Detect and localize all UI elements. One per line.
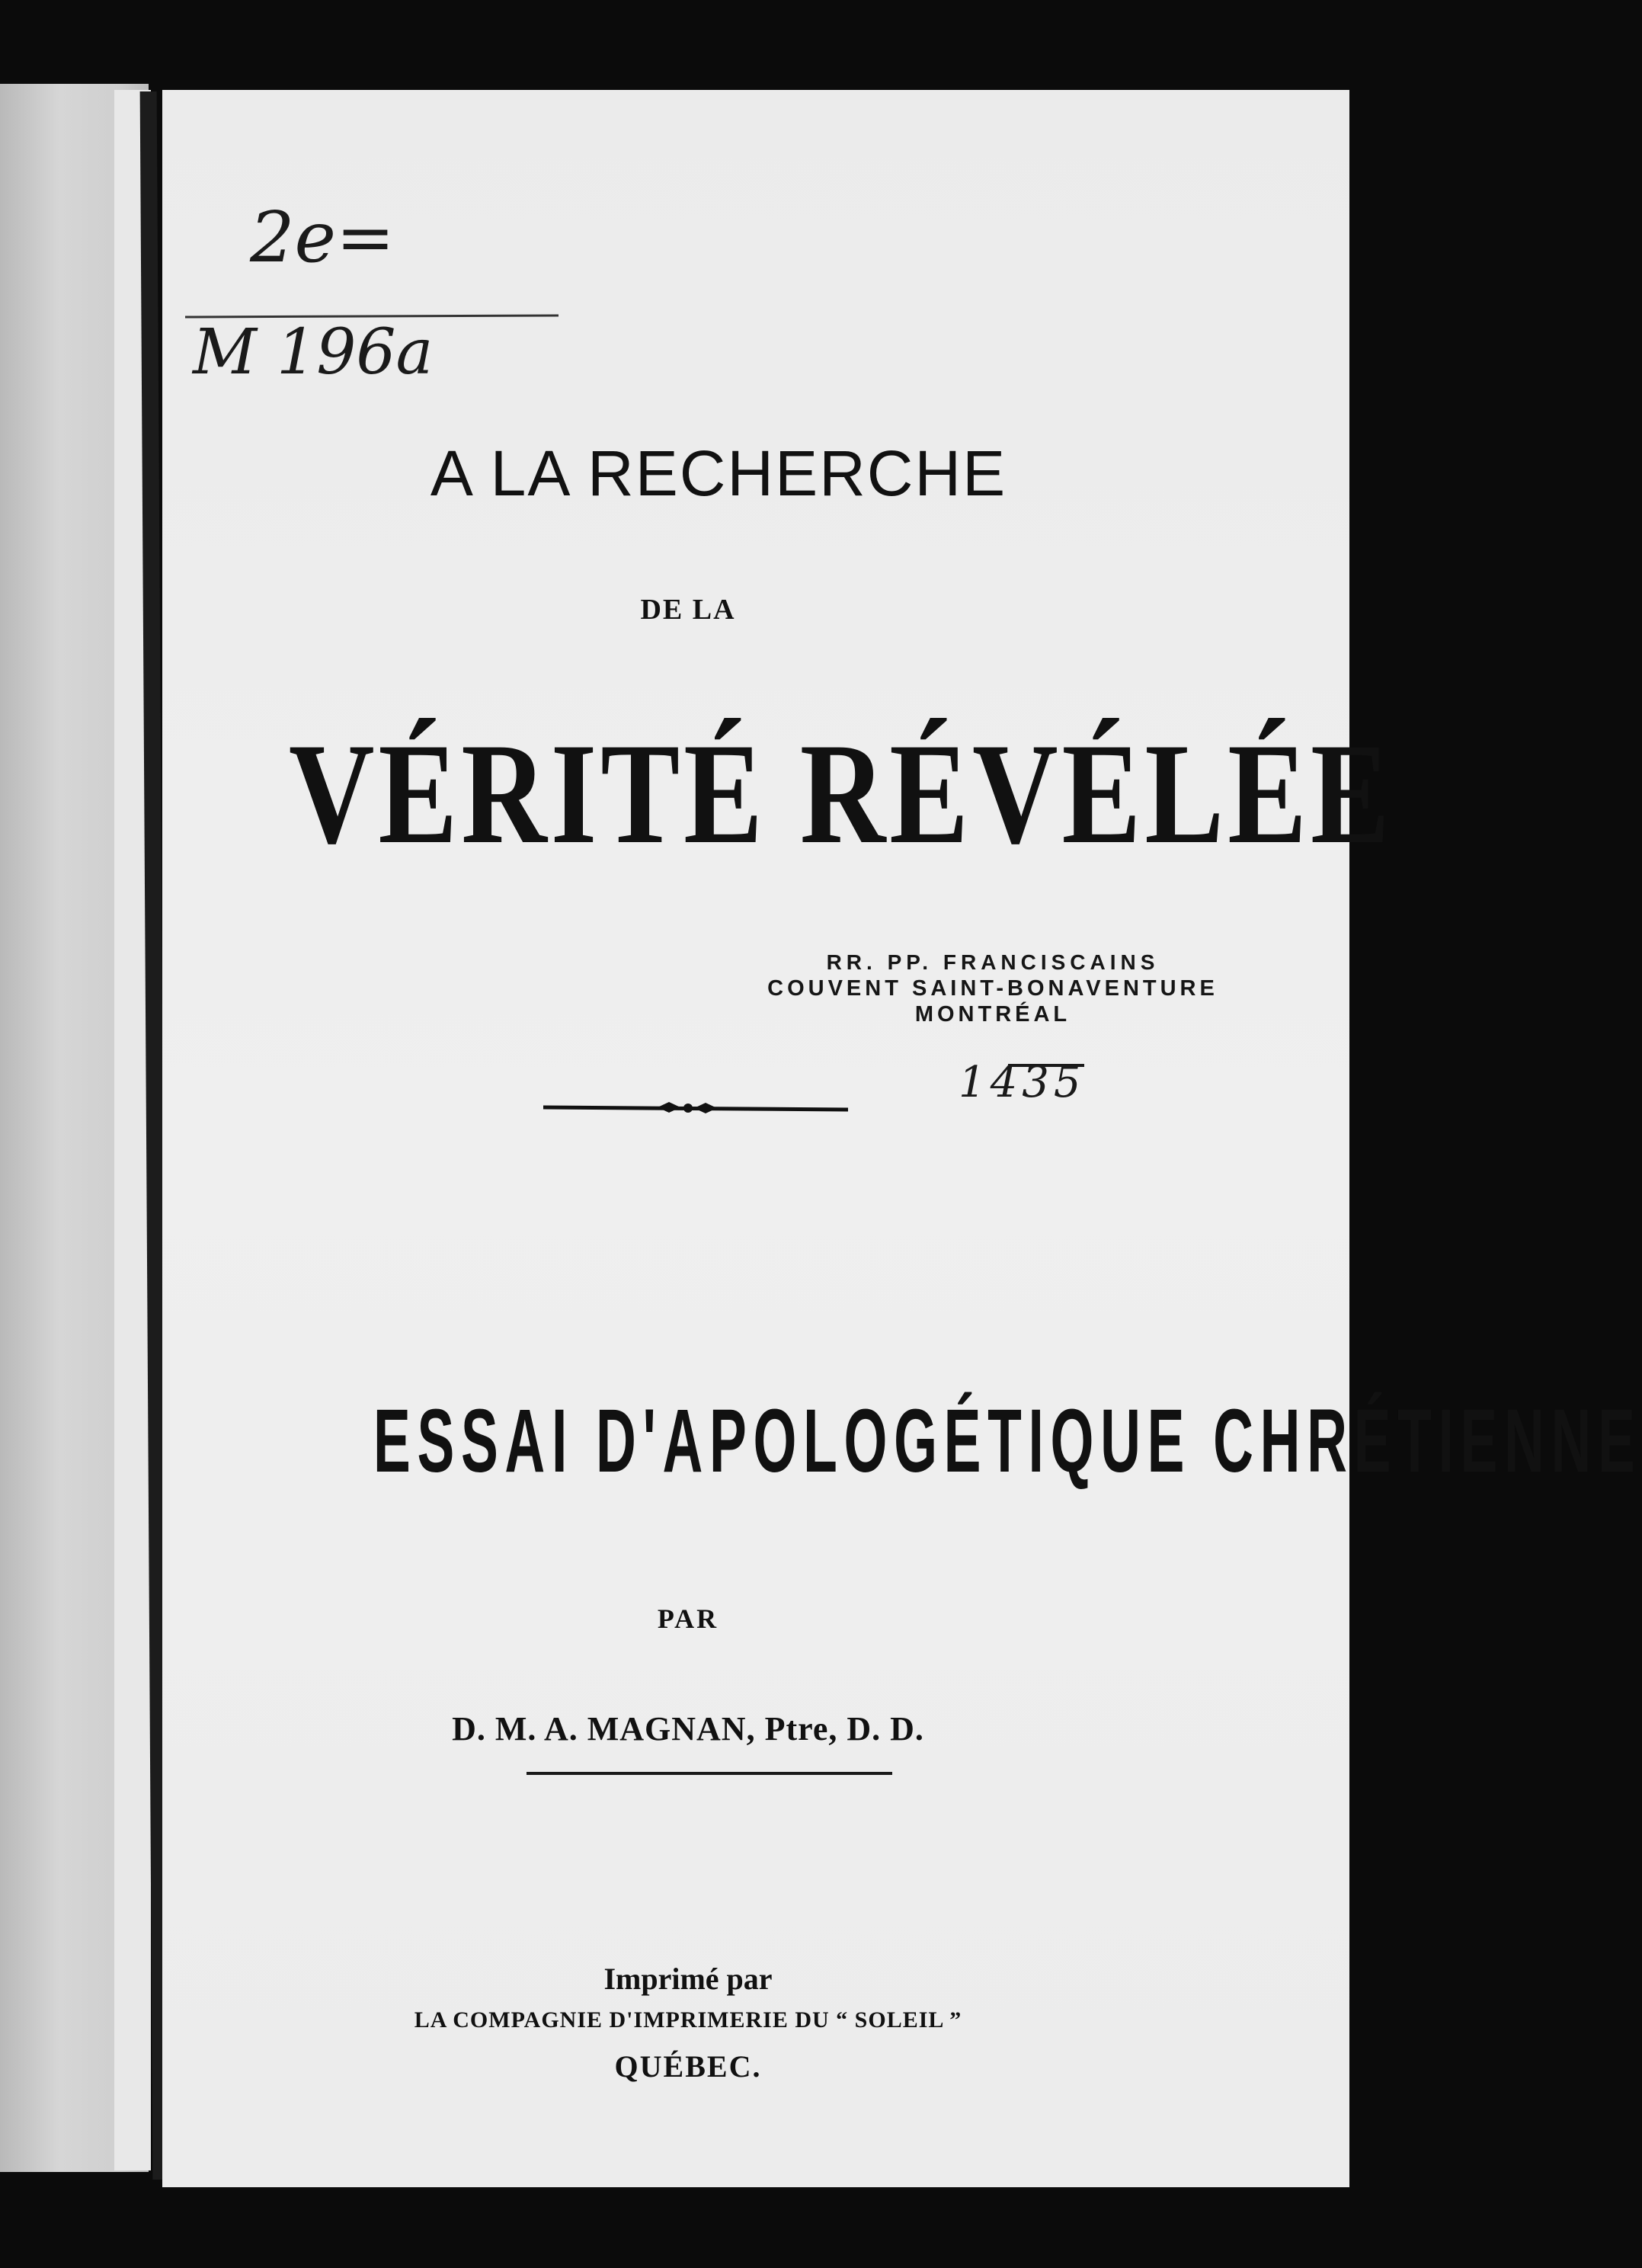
- imprint-printer: LA COMPAGNIE D'IMPRIMERIE DU “ SOLEIL ”: [414, 2007, 962, 2033]
- imprint-city: QUÉBEC.: [614, 2049, 762, 2084]
- imprint-printed-by: Imprimé par: [603, 1962, 773, 1996]
- stamp-line-2: COUVENT SAINT-BONAVENTURE: [767, 975, 1218, 1001]
- stamp-line-3: MONTRÉAL: [914, 1002, 1071, 1027]
- author: D. M. A. MAGNAN, Ptre, D. D.: [452, 1710, 924, 1747]
- library-stamp: [726, 950, 1260, 1028]
- divider-rule: [527, 1772, 892, 1775]
- stamp-number: 1435: [959, 1058, 1086, 1107]
- title-line-1: A LA RECHERCHE: [430, 437, 1007, 509]
- handwritten-shelfmark: [178, 174, 574, 387]
- stamp-line-1: RR. PP. FRANCISCAINS: [826, 950, 1160, 974]
- by-line: PAR: [657, 1603, 719, 1634]
- subtitle: ESSAI D'APOLOGÉTIQUE CHRÉTIENNE: [373, 1391, 1642, 1491]
- ornamental-rule: [543, 1092, 848, 1123]
- title-page: [162, 90, 1642, 2187]
- shelfmark-line-1: 2e=: [250, 197, 395, 278]
- shelfmark-line-2: M 196a: [193, 316, 434, 389]
- title-line-3: VÉRITÉ RÉVÉLÉE: [289, 714, 1394, 874]
- title-line-2: DE LA: [640, 594, 736, 626]
